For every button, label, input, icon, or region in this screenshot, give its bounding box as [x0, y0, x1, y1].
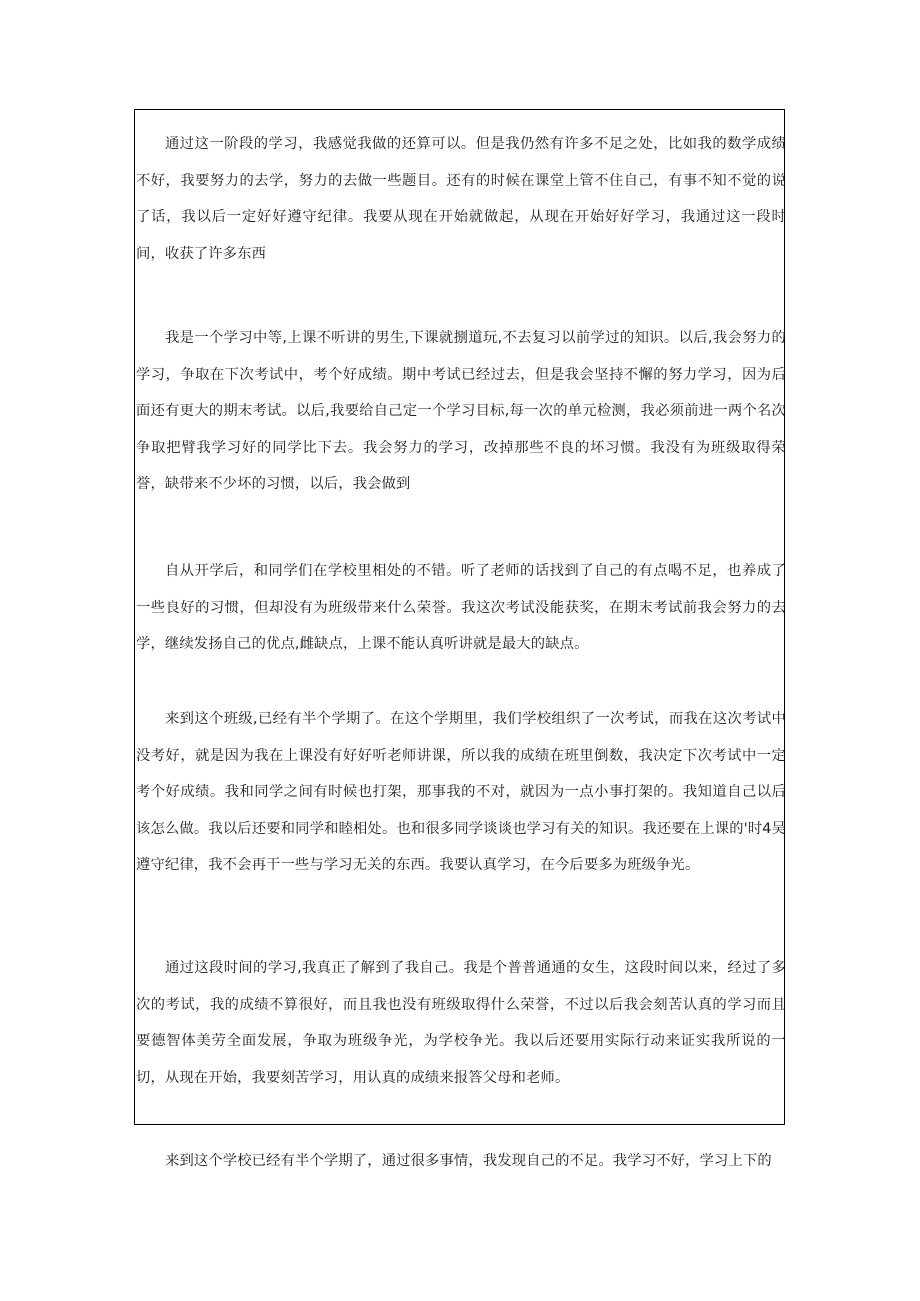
- paragraph-4: 来到这个班级,已经有半个学期了。在这个学期里，我们学校组织了一次考试，而我在这次考试中没考好，就是因为我在上课没有好好听老师讲课，所以我的成绩在班里倒数，我决定下次考试中一定考个好成绩。我和同学之间有时候也打架，那事我的不对，就因为一点小事打架的。我知道自己以后该怎么做。我以后还要和同学和睦相处。也和很多同学谈谈也学习有关的知识。我还要在上课的'时4吴遵守纪律，我不会再干一些与学习无关的东西。我要认真学习，在今后要多为班级争光。: [136, 711, 786, 874]
- paragraph-3: 自从开学后，和同学们在学校里相处的不错。听了老师的话找到了自己的有点喝不足，也养成了一些良好的习惯，但却没有为班级带来什么荣誉。我这次考试没能获奖，在期末考试前我会努力的去学，继续发扬自己的优点,雌缺点，上课不能认真听讲就是最大的缺点。: [136, 563, 786, 653]
- paragraph-2: 我是一个学习中等,上课不听讲的男生,下课就捌道玩,不去复习以前学过的知识。以后,我会努力的学习，争取在下次考试中，考个好成绩。期中考试已经过去，但是我会坚持不懈的努力学习，因为后面还有更大的期末考试。以后,我要给自己定一个学习目标,每一次的单元检测，我必须前进一两个名次争取把臂我学习好的同学比下去。我会努力的学习，改掉那些不良的坏习惯。我没有为班级取得荣誉，缺带来不少坏的习惯，以后，我会做到: [136, 330, 786, 493]
- paragraph-1: 通过这一阶段的学习，我感觉我做的还算可以。但是我仍然有许多不足之处，比如我的数学成绩不好，我要努力的去学，努力的去做一些题目。还有的时候在课堂上管不住自己，有事不知不觉的说了话，我以后一定好好遵守纪律。我要从现在开始就做起，从现在开始好好学习，我通过这一段时间，收获了许多东西: [136, 136, 786, 262]
- paragraph-6: 来到这个学校已经有半个学期了，通过很多事情，我发现自己的不足。我学习不好，学习上下的: [165, 1153, 772, 1169]
- paragraph-5: 通过这段时间的学习,我真正了解到了我自己。我是个普普通通的女生，这段时间以来，经过了多次的考试，我的成绩不算很好，而且我也没有班级取得什么荣誉，不过以后我会刻苦认真的学习而且要德智体美劳全面发展，争取为班级争光，为学校争光。我以后还要用实际行动来证实我所说的一切，从现在开始，我要刻苦学习，用认真的成绩来报答父母和老师。: [136, 960, 786, 1086]
